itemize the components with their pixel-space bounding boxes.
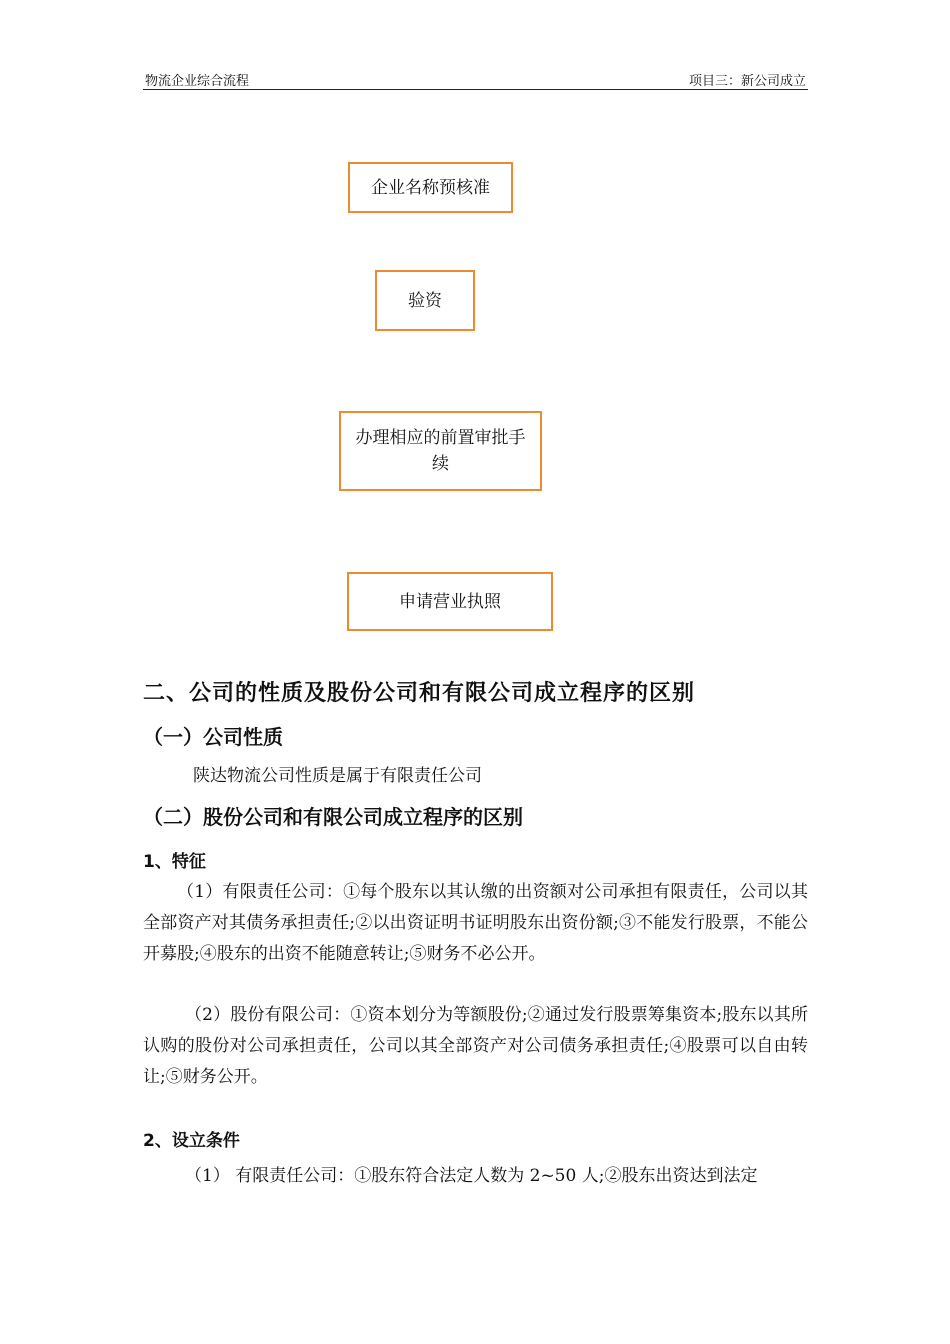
page-header — [143, 70, 808, 90]
paragraph-jsc-features: （2）股份有限公司：①资本划分为等额股份;②通过发行股票筹集资本;股东以其所认购的股份对公司承担责任，公司以其全部资产对公司债务承担责任;④股票可以自由转让;⑤财务公开。 — [143, 1005, 808, 1087]
flow-step-business-license — [347, 572, 553, 631]
flow-step-label: 办理相应的前置审批手续 — [355, 428, 526, 474]
flow-step-pre-approval — [339, 411, 542, 491]
header-doc-title: 物流企业综合流程 — [145, 74, 250, 89]
header-project-title: 项目三：新公司成立 — [688, 74, 806, 89]
item-title-conditions: 2、设立条件 — [143, 1131, 240, 1151]
subsection-title-differences: （二）股份公司和有限公司成立程序的区别 — [143, 805, 523, 829]
flow-step-label: 验资 — [408, 290, 442, 311]
flow-step-label: 企业名称预核准 — [371, 177, 490, 198]
flow-step-label: 申请营业执照 — [399, 591, 501, 612]
company-nature-text: 陕达物流公司性质是属于有限责任公司 — [193, 766, 482, 786]
paragraph-llc-features: （1）有限责任公司：①每个股东以其认缴的出资额对公司承担有限责任，公司以其全部资产对其债务承担责任;②以出资证明书证明股东出资份额;③不能发行股票，不能公开募股;④股东的出资不能随意转让;⑤财务不必公开。 — [143, 882, 808, 964]
section-title: 二、公司的性质及股份公司和有限公司成立程序的区别 — [143, 681, 696, 706]
item-title-features: 1、特征 — [143, 852, 206, 872]
flow-step-capital-verification — [375, 270, 475, 331]
paragraph-llc-conditions: （1） 有限责任公司：①股东符合法定人数为 2~50 人;②股东出资达到法定 — [185, 1166, 758, 1186]
flow-step-name-approval — [348, 162, 513, 213]
subsection-title-nature: （一）公司性质 — [143, 725, 283, 749]
